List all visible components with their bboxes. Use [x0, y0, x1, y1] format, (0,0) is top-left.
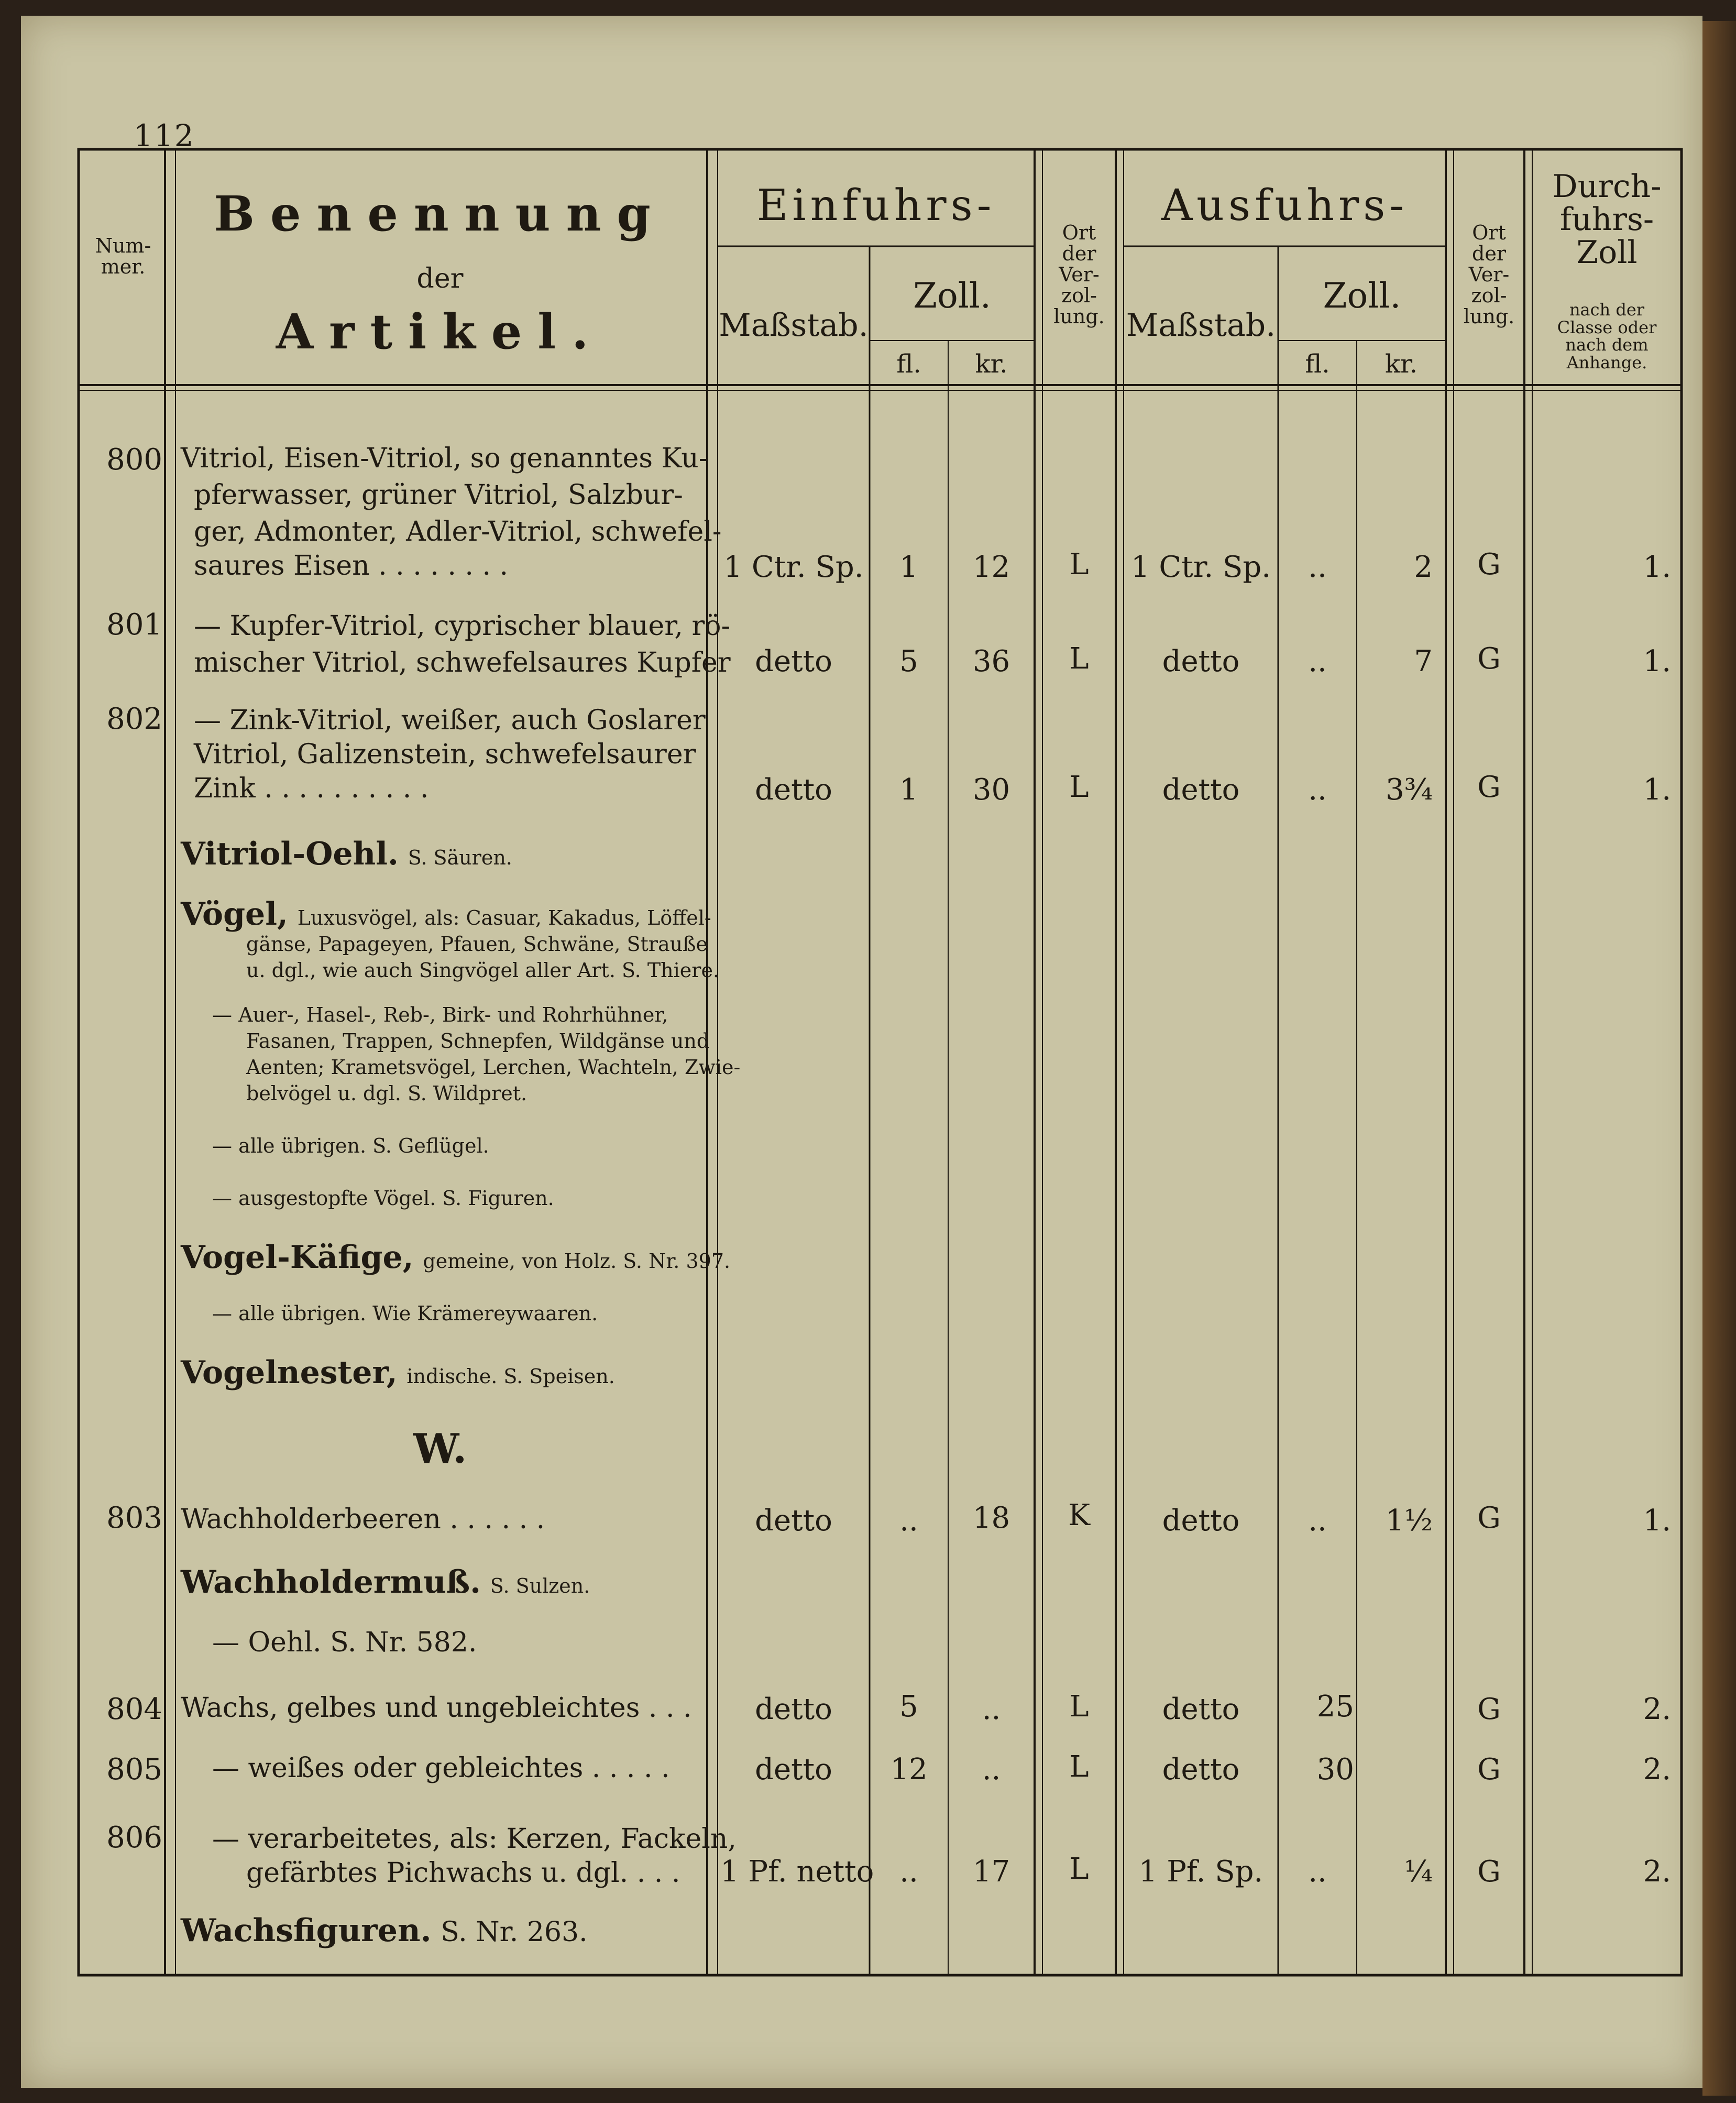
row-803-einfuhr-ort: K	[1068, 1498, 1090, 1532]
row-805-einfuhr-kr: ..	[982, 1752, 1001, 1787]
ref-vogelnester	[181, 1354, 615, 1391]
header-durchfuhr: Durch- fuhrs- Zoll	[1552, 168, 1662, 271]
row-803-article: Wachholderbeeren . . . . . .	[181, 1504, 545, 1535]
row-800-article-line3: ger, Admonter, Adler-Vitriol, schwefel-	[194, 516, 722, 547]
ref-wachsfiguren	[181, 1912, 588, 1949]
ref-wachholdermuss	[181, 1564, 590, 1601]
row-804-ausfuhr-ort: G	[1477, 1692, 1501, 1726]
row-800-ausfuhr-ort: G	[1477, 547, 1501, 582]
row-802-einfuhr-massstab: detto	[755, 773, 832, 807]
ref-voegel-lead: Vögel,	[181, 896, 288, 933]
row-803-number: 803	[106, 1501, 162, 1535]
row-803-einfuhr-kr: 18	[972, 1501, 1010, 1535]
row-802-article-line3: Zink . . . . . . . . . .	[194, 773, 429, 804]
row-805-number: 805	[106, 1752, 162, 1787]
row-801-einfuhr-ort: L	[1069, 642, 1089, 676]
row-806-article-line1: — verarbeitetes, als: Kerzen, Fackeln,	[212, 1823, 737, 1855]
row-805-durchfuhr: 2.	[1643, 1752, 1671, 1787]
row-806-ausfuhr-massstab: 1 Pf. Sp.	[1138, 1855, 1263, 1889]
row-804-einfuhr-ort: L	[1069, 1690, 1089, 1724]
ref-auer-line4: belvögel u. dgl. S. Wildpret.	[246, 1082, 528, 1105]
row-800-einfuhr-kr: 12	[972, 550, 1010, 584]
row-800-article-line4: saures Eisen . . . . . . . .	[194, 550, 509, 582]
row-801-ausfuhr-kr: 7	[1414, 644, 1433, 678]
ref-wachsfiguren-lead: Wachsfiguren.	[181, 1912, 432, 1949]
ref-voegel	[181, 896, 711, 933]
row-801-einfuhr-kr: 36	[972, 644, 1010, 678]
row-802-durchfuhr: 1.	[1643, 773, 1671, 807]
ref-voegel-line1: Luxusvögel, als: Casuar, Kakadus, Löffel-	[297, 906, 711, 929]
header-einfuhr-ort: Ort der Ver- zol- lung.	[1053, 221, 1105, 328]
row-803-ausfuhr-ort: G	[1477, 1501, 1501, 1535]
row-806-ausfuhr-kr: ¼	[1404, 1855, 1433, 1889]
ref-wachholdermuss-lead: Wachholdermuß.	[181, 1564, 481, 1601]
row-801-ausfuhr-ort: G	[1477, 642, 1501, 676]
header-artikel: Artikel.	[276, 303, 605, 360]
row-804-article: Wachs, gelbes und ungebleichtes . . .	[181, 1692, 692, 1724]
ref-ausgestopfte-voegel: — ausgestopfte Vögel. S. Figuren.	[212, 1187, 554, 1210]
row-805-ausfuhr-fl: 30	[1316, 1752, 1354, 1787]
row-803-ausfuhr-fl: ..	[1308, 1504, 1327, 1538]
ref-oehl: — Oehl. S. Nr. 582.	[212, 1627, 477, 1658]
row-800-einfuhr-ort: L	[1069, 547, 1089, 582]
header-einfuhr-zoll: Zoll.	[913, 276, 991, 316]
row-805-ausfuhr-ort: G	[1477, 1752, 1501, 1787]
row-802-ausfuhr-ort: G	[1477, 770, 1501, 804]
row-802-article-line2: Vitriol, Galizenstein, schwefelsaurer	[194, 739, 696, 770]
row-800-einfuhr-massstab: 1 Ctr. Sp.	[723, 550, 864, 584]
row-803-einfuhr-fl: ..	[899, 1504, 918, 1538]
ref-alle-uebrigen-gefluegel: — alle übrigen. S. Geflügel.	[212, 1134, 489, 1157]
ledger-page	[21, 16, 1702, 2088]
row-801-article-line1: — Kupfer-Vitriol, cyprischer blauer, rö-	[194, 610, 731, 642]
header-einfuhr-massstab: Maßstab.	[719, 307, 869, 344]
row-806-article-line2: gefärbtes Pichwachs u. dgl. . . .	[246, 1857, 680, 1889]
section-letter-w: W.	[413, 1425, 467, 1473]
row-806-number: 806	[106, 1821, 162, 1855]
ref-alle-uebrigen-kraemer: — alle übrigen. Wie Krämereywaaren.	[212, 1302, 598, 1325]
row-802-ausfuhr-massstab: detto	[1162, 773, 1240, 807]
row-800-durchfuhr: 1.	[1643, 550, 1671, 584]
row-805-einfuhr-fl: 12	[890, 1752, 928, 1787]
row-805-ausfuhr-massstab: detto	[1162, 1752, 1240, 1787]
ref-vogelnester-lead: Vogelnester,	[181, 1354, 398, 1391]
row-806-durchfuhr: 2.	[1643, 1855, 1671, 1889]
row-805-einfuhr-massstab: detto	[755, 1752, 832, 1787]
row-804-einfuhr-kr: ..	[982, 1692, 1001, 1726]
row-802-einfuhr-kr: 30	[972, 773, 1010, 807]
header-durchfuhr-sub: nach der Classe oder nach dem Anhange.	[1557, 300, 1657, 373]
row-806-einfuhr-massstab: 1 Pf. netto	[720, 1855, 874, 1889]
ref-vogel-kaefige-lead: Vogel-Käfige,	[181, 1239, 414, 1276]
row-800-article-line2: pferwasser, grüner Vitriol, Salzbur-	[194, 479, 683, 511]
row-804-number: 804	[106, 1692, 162, 1726]
header-ausfuhr-zoll: Zoll.	[1323, 276, 1401, 316]
row-802-ausfuhr-kr: 3¾	[1386, 773, 1433, 807]
ref-auer-line3: Aenten; Krametsvögel, Lerchen, Wachteln, Zwie-	[246, 1056, 741, 1079]
ref-vogel-kaefige-target: gemeine, von Holz. S. Nr. 397.	[423, 1250, 731, 1273]
row-801-einfuhr-massstab: detto	[755, 644, 832, 678]
row-801-einfuhr-fl: 5	[899, 644, 918, 678]
ref-voegel-line2: gänse, Papageyen, Pfauen, Schwäne, Strauße	[246, 933, 708, 956]
ref-wachholdermuss-target: S. Sulzen.	[490, 1574, 590, 1597]
row-802-ausfuhr-fl: ..	[1308, 773, 1327, 807]
row-806-einfuhr-ort: L	[1069, 1852, 1089, 1886]
row-801-ausfuhr-massstab: detto	[1162, 644, 1240, 678]
row-806-ausfuhr-fl: ..	[1308, 1855, 1327, 1889]
row-804-einfuhr-massstab: detto	[755, 1692, 832, 1726]
ref-auer-line1: — Auer-, Hasel-, Reb-, Birk- und Rohrhühner,	[212, 1003, 668, 1026]
header-ausfuhr-fl: fl.	[1305, 349, 1330, 379]
row-801-article-line2: mischer Vitriol, schwefelsaures Kupfer	[194, 647, 731, 678]
row-804-ausfuhr-fl: 25	[1316, 1690, 1354, 1724]
book-edge	[1702, 21, 1736, 2096]
row-803-ausfuhr-kr: 1½	[1386, 1504, 1433, 1538]
row-804-durchfuhr: 2.	[1643, 1692, 1671, 1726]
page-number: 112	[134, 118, 195, 154]
row-805-article: — weißes oder gebleichtes . . . . .	[212, 1752, 670, 1784]
row-800-ausfuhr-fl: ..	[1308, 550, 1327, 584]
header-einfuhr-fl: fl.	[896, 349, 921, 379]
ref-vitriol-oehl-target: S. Säuren.	[408, 846, 512, 869]
row-802-einfuhr-fl: 1	[899, 773, 918, 807]
header-ausfuhr: Ausfuhrs-	[1161, 181, 1409, 231]
row-802-number: 802	[106, 702, 162, 736]
ref-auer-line2: Fasanen, Trappen, Schnepfen, Wildgänse und	[246, 1029, 710, 1053]
row-800-article-line1: Vitriol, Eisen-Vitriol, so genanntes Ku-	[181, 443, 708, 474]
ref-voegel-line3: u. dgl., wie auch Singvögel aller Art. S. Thiere.	[246, 959, 720, 982]
row-800-ausfuhr-massstab: 1 Ctr. Sp.	[1130, 550, 1271, 584]
row-803-durchfuhr: 1.	[1643, 1504, 1671, 1538]
row-802-article-line1: — Zink-Vitriol, weißer, auch Goslarer	[194, 705, 706, 736]
row-805-einfuhr-ort: L	[1069, 1750, 1089, 1784]
row-806-einfuhr-kr: 17	[972, 1855, 1010, 1889]
header-ausfuhr-kr: kr.	[1385, 349, 1418, 379]
header-ausfuhr-ort: Ort der Ver- zol- lung.	[1463, 221, 1515, 328]
row-806-ausfuhr-ort: G	[1477, 1855, 1501, 1889]
ref-vitriol-oehl	[181, 836, 512, 872]
header-der: der	[416, 263, 464, 294]
header-einfuhr: Einfuhrs-	[756, 181, 996, 231]
row-800-number: 800	[106, 443, 162, 477]
row-800-einfuhr-fl: 1	[899, 550, 918, 584]
row-803-einfuhr-massstab: detto	[755, 1504, 832, 1538]
ref-wachsfiguren-target: S. Nr. 263.	[441, 1916, 588, 1948]
row-802-einfuhr-ort: L	[1069, 770, 1089, 804]
row-803-ausfuhr-massstab: detto	[1162, 1504, 1240, 1538]
row-806-einfuhr-fl: ..	[899, 1855, 918, 1889]
ref-vitriol-oehl-lead: Vitriol-Oehl.	[181, 836, 399, 872]
header-benennung: Benennung	[214, 185, 666, 242]
ref-vogelnester-target: indische. S. Speisen.	[406, 1365, 615, 1388]
row-804-einfuhr-fl: 5	[899, 1690, 918, 1724]
header-einfuhr-kr: kr.	[975, 349, 1008, 379]
ref-vogel-kaefige	[181, 1239, 730, 1276]
row-800-ausfuhr-kr: 2	[1414, 550, 1433, 584]
header-number: Num- mer.	[95, 234, 151, 278]
row-804-ausfuhr-massstab: detto	[1162, 1692, 1240, 1726]
row-801-ausfuhr-fl: ..	[1308, 644, 1327, 678]
row-801-durchfuhr: 1.	[1643, 644, 1671, 678]
row-801-number: 801	[106, 608, 162, 642]
header-ausfuhr-massstab: Maßstab.	[1126, 307, 1276, 344]
